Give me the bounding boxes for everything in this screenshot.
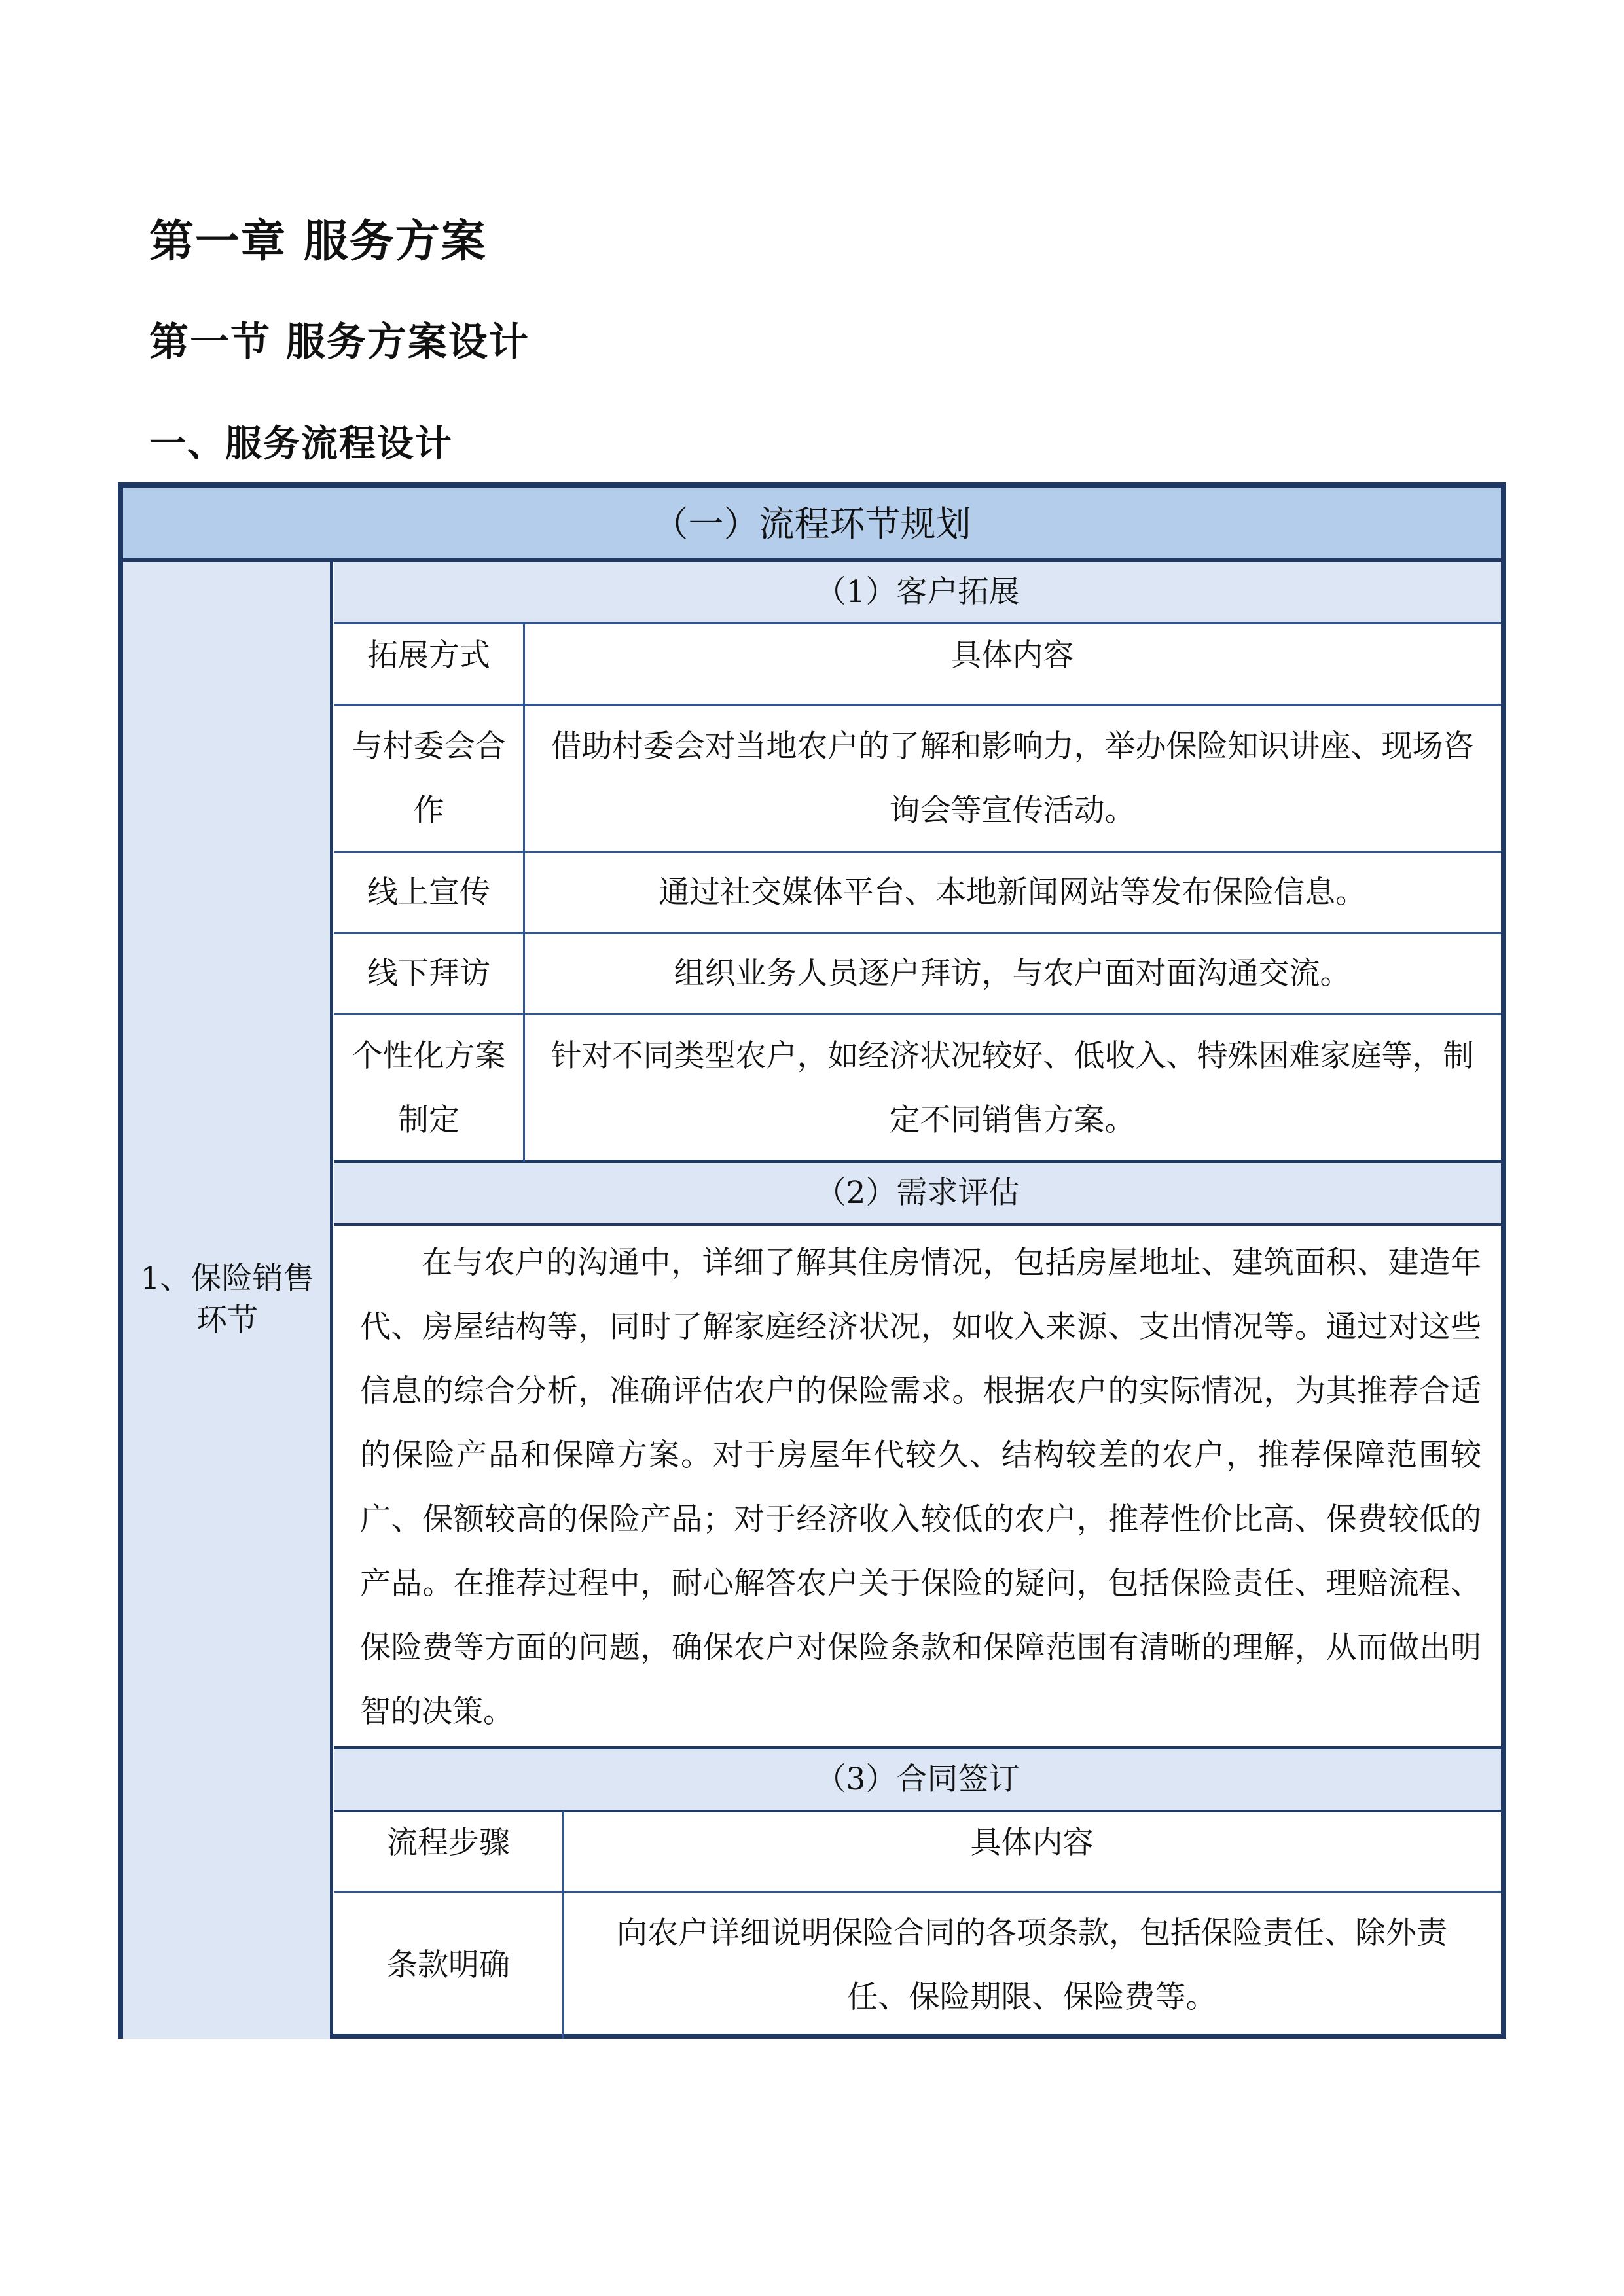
row3-method: 线下拜访 (367, 956, 490, 992)
part1-title: （1）客户拓展 (334, 561, 1501, 624)
col-divider (523, 624, 525, 1162)
rule (334, 622, 1501, 624)
subsection-title: 一、服务流程设计 (149, 423, 453, 465)
table-title: （一）流程环节规划 (123, 488, 1501, 561)
rule (334, 851, 1501, 853)
rule (334, 1810, 1501, 1812)
row4-method: 个性化方案制定 (352, 1037, 506, 1138)
col-divider (562, 1811, 564, 2039)
section-title: 第一节 服务方案设计 (149, 319, 530, 365)
process-table (118, 482, 1506, 2039)
rule (334, 1746, 1501, 1749)
row2-content: 通过社交媒体平台、本地新闻网站等发布保险信息。 (659, 874, 1366, 910)
chapter-title: 第一章 服务方案 (149, 216, 487, 268)
rule-left-col (330, 561, 333, 2039)
col-header-method: 拓展方式 (367, 637, 490, 673)
rule (334, 1891, 1501, 1893)
row4-content: 针对不同类型农户，如经济状况较好、低收入、特殊困难家庭等，制定不同销售方案。 (550, 1037, 1474, 1138)
rule (334, 704, 1501, 706)
col-header-content: 具体内容 (950, 637, 1074, 673)
step1-content: 向农户详细说明保险合同的各项条款，包括保险责任、除外责任、保险期限、保险费等。 (617, 1915, 1447, 2015)
row2-method: 线上宣传 (367, 874, 490, 910)
rule (334, 1223, 1501, 1226)
rule (334, 1013, 1501, 1015)
col-header-step: 流程步骤 (387, 1825, 510, 1861)
left-stage-label: 1、保险销售环节 (123, 561, 331, 2039)
row1-method: 与村委会合作 (352, 728, 506, 829)
rule (334, 1160, 1501, 1163)
part3-title: （3）合同签订 (334, 1748, 1501, 1811)
step1-label: 条款明确 (387, 1947, 510, 1983)
col-header-content-2: 具体内容 (970, 1825, 1094, 1861)
rule (334, 932, 1501, 934)
row1-content: 借助村委会对当地农户的了解和影响力，举办保险知识讲座、现场咨询会等宣传活动。 (550, 728, 1474, 829)
row3-content: 组织业务人员逐户拜访，与农户面对面沟通交流。 (674, 956, 1351, 992)
part2-title: （2）需求评估 (334, 1162, 1501, 1225)
needs-assessment-text: 在与农户的沟通中，详细了解其住房情况，包括房屋地址、建筑面积、建造年代、房屋结构等，同时了解家庭经济状况，如收入来源、支出情况等。通过对这些信息的综合分析，准确评估农户的保险需求。根据农户的实际情况，为其推荐合适的保险产品和保障方案。对于房屋年代较久、结构较差的农户，推荐保障范围较广、保额较高的保险产品；对于经济收入较低的农户，推荐性价比高、保费较低的产品。在推荐过程中，耐心解答农户关于保险的疑问，包括保险责任、理赔流程、保险费等方面的问题，确保农户对保险条款和保障范围有清晰的理解，从而做出明智的决策。 (360, 1245, 1481, 1730)
